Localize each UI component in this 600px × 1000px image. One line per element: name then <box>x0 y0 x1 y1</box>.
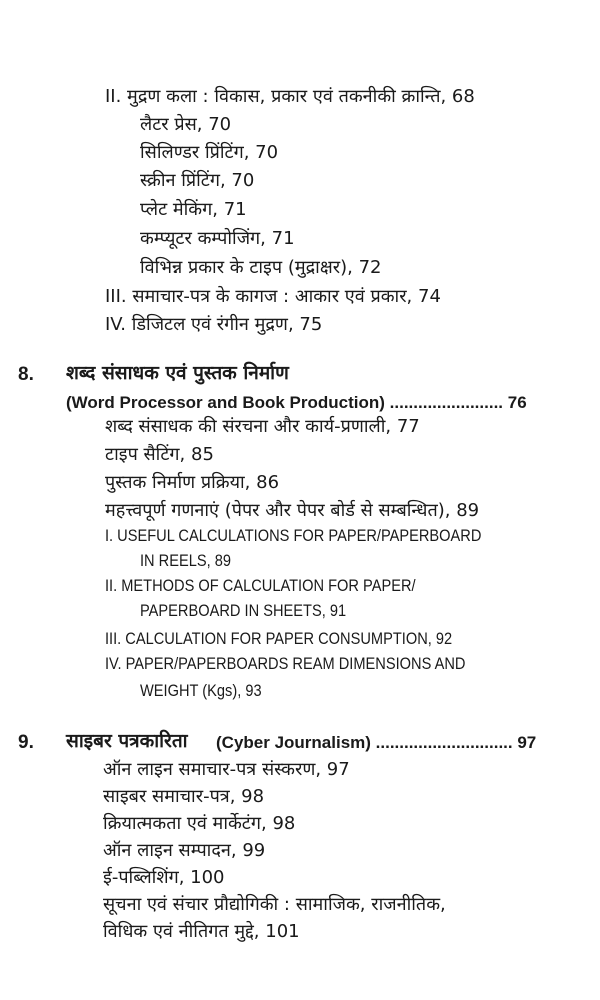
chapter-number: 9. <box>18 732 34 753</box>
toc-entry: शब्द संसाधक की संरचना और कार्य-प्रणाली, 77 <box>105 416 420 437</box>
chapter-subtitle: (Cyber Journalism) ............................. 97 <box>216 733 537 752</box>
toc-entry: पुस्तक निर्माण प्रक्रिया, 86 <box>105 472 280 493</box>
toc-entry: प्लेट मेकिंग, 71 <box>140 199 247 220</box>
toc-entry: I. USEFUL CALCULATIONS FOR PAPER/PAPERBOARD <box>105 526 482 545</box>
toc-entry: सूचना एवं संचार प्रौद्योगिकी : सामाजिक, राजनीतिक, <box>103 894 446 915</box>
toc-entry: ई-पब्लिशिंग, 100 <box>103 867 225 888</box>
toc-entry: विभिन्न प्रकार के टाइप (मुद्राक्षर), 72 <box>140 257 382 278</box>
chapter-title: शब्द संसाधक एवं पुस्तक निर्माण <box>66 362 289 384</box>
toc-entry: क्रियात्मकता एवं मार्केटंग, 98 <box>103 813 296 834</box>
chapter-number: 8. <box>18 364 34 385</box>
toc-entry: लैटर प्रेस, 70 <box>140 114 232 135</box>
toc-entry: IV. PAPER/PAPERBOARDS REAM DIMENSIONS AND <box>105 654 466 673</box>
toc-entry: IV. डिजिटल एवं रंगीन मुद्रण, 75 <box>105 314 323 335</box>
toc-entry: ऑन लाइन समाचार-पत्र संस्करण, 97 <box>103 759 350 780</box>
toc-entry: साइबर समाचार-पत्र, 98 <box>103 786 265 807</box>
toc-entry: टाइप सैटिंग, 85 <box>105 444 214 465</box>
toc-entry: WEIGHT (Kgs), 93 <box>140 681 262 700</box>
toc-entry: IN REELS, 89 <box>140 551 232 570</box>
chapter-title: साइबर पत्रकारिता <box>66 730 188 752</box>
toc-entry: II. METHODS OF CALCULATION FOR PAPER/ <box>105 576 416 595</box>
toc-entry: III. समाचार-पत्र के कागज : आकार एवं प्रकार, 74 <box>105 286 441 307</box>
toc-entry: PAPERBOARD IN SHEETS, 91 <box>140 601 347 620</box>
toc-entry: III. CALCULATION FOR PAPER CONSUMPTION, 92 <box>105 629 453 648</box>
toc-entry: कम्प्यूटर कम्पोजिंग, 71 <box>140 228 295 249</box>
toc-entry: सिलिण्डर प्रिंटिंग, 70 <box>140 142 279 163</box>
toc-entry: स्क्रीन प्रिंटिंग, 70 <box>140 170 255 191</box>
chapter-subtitle: (Word Processor and Book Production) ........................ 76 <box>66 393 527 412</box>
toc-entry: II. मुद्रण कला : विकास, प्रकार एवं तकनीकी क्रान्ति, 68 <box>105 86 475 107</box>
toc-entry: महत्त्वपूर्ण गणनाएं (पेपर और पेपर बोर्ड से सम्बन्धित), 89 <box>105 500 480 521</box>
toc-entry: ऑन लाइन सम्पादन, 99 <box>103 840 266 861</box>
toc-entry: विधिक एवं नीतिगत मुद्दे, 101 <box>103 921 300 942</box>
